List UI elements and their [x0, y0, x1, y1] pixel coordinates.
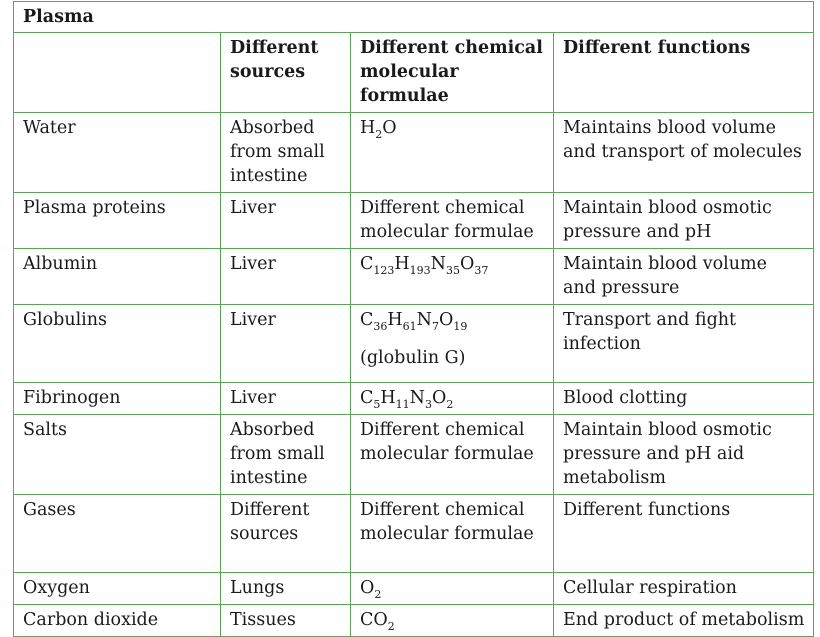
formula-text: N — [409, 388, 425, 408]
table-row — [14, 249, 814, 305]
table-row — [14, 193, 814, 249]
cell-formula — [351, 113, 554, 193]
cell-component: Salts — [14, 415, 221, 495]
formula-text: C — [360, 310, 374, 330]
formula-subscript: 7 — [431, 320, 439, 333]
table-row — [14, 383, 814, 415]
cell-component: Gases — [14, 495, 221, 573]
cell-source: Absorbed from small intestine — [221, 113, 351, 193]
cell-source: Tissues — [221, 605, 351, 637]
cell-function: Maintain blood volume and pressure — [554, 249, 814, 305]
header-functions: Different functions — [554, 33, 814, 113]
cell-source: Liver — [221, 249, 351, 305]
formula-text: Different chemical molecular formulae — [360, 420, 534, 464]
formula-subscript: 193 — [409, 264, 431, 277]
cell-formula — [351, 573, 554, 605]
formula-subscript: 2 — [446, 398, 454, 411]
header-formulae: Different chemical molecular formulae — [351, 33, 554, 113]
cell-function: Different functions — [554, 495, 814, 573]
cell-function: Maintain blood osmotic pressure and pH — [554, 193, 814, 249]
table-row — [14, 415, 814, 495]
formula-note: (globulin G) — [360, 348, 466, 368]
cell-function: End product of metabolism — [554, 605, 814, 637]
cell-source: Liver — [221, 305, 351, 383]
header-sources: Different sources — [221, 33, 351, 113]
table-row — [14, 573, 814, 605]
formula-text: H — [387, 310, 403, 330]
cell-source: Different sources — [221, 495, 351, 573]
title-row — [14, 2, 814, 33]
formula-text: H — [360, 118, 376, 138]
cell-component: Albumin — [14, 249, 221, 305]
formula-text: O — [382, 118, 397, 138]
formula-subscript: 61 — [402, 320, 417, 333]
formula-text: O — [438, 310, 454, 330]
cell-function: Blood clotting — [554, 383, 814, 415]
header-empty — [14, 33, 221, 113]
formula-subscript: 2 — [375, 128, 383, 141]
cell-component: Fibrinogen — [14, 383, 221, 415]
cell-function: Maintains blood volume and transport of molecules — [554, 113, 814, 193]
cell-source: Liver — [221, 383, 351, 415]
formula-text: Different chemical molecular formulae — [360, 500, 534, 544]
formula-subscript: 5 — [373, 398, 381, 411]
cell-component: Plasma proteins — [14, 193, 221, 249]
formula-text: CO — [360, 610, 388, 630]
table-title: Plasma — [14, 2, 814, 33]
table-row — [14, 495, 814, 573]
cell-function: Maintain blood osmotic pressure and pH aid metabolism — [554, 415, 814, 495]
formula-subscript: 123 — [373, 264, 395, 277]
table-row — [14, 605, 814, 637]
plasma-table — [13, 1, 814, 637]
formula-subscript: 11 — [395, 398, 410, 411]
formula-subscript: 3 — [424, 398, 432, 411]
formula-text: Different chemical molecular formulae — [360, 198, 534, 242]
table-row — [14, 305, 814, 383]
formula-subscript: 2 — [374, 588, 382, 601]
formula-text: H — [380, 388, 396, 408]
formula-text: C — [360, 254, 374, 274]
cell-component: Water — [14, 113, 221, 193]
cell-formula — [351, 415, 554, 495]
formula-text: N — [430, 254, 446, 274]
cell-function: Transport and fight infection — [554, 305, 814, 383]
formula-subscript: 35 — [445, 264, 460, 277]
formula-text: O — [459, 254, 475, 274]
formula-subscript: 37 — [474, 264, 489, 277]
formula-text: N — [416, 310, 432, 330]
cell-component: Carbon dioxide — [14, 605, 221, 637]
formula-subscript: 36 — [373, 320, 388, 333]
formula-subscript: 19 — [453, 320, 468, 333]
cell-source: Liver — [221, 193, 351, 249]
cell-formula — [351, 605, 554, 637]
table-row — [14, 113, 814, 193]
cell-component: Oxygen — [14, 573, 221, 605]
cell-component: Globulins — [14, 305, 221, 383]
cell-formula — [351, 495, 554, 573]
cell-source: Lungs — [221, 573, 351, 605]
cell-source: Absorbed from small intestine — [221, 415, 351, 495]
cell-formula — [351, 305, 554, 383]
formula-text: H — [394, 254, 410, 274]
formula-subscript: 2 — [387, 620, 395, 633]
cell-formula — [351, 193, 554, 249]
formula-text: O — [360, 578, 375, 598]
cell-formula — [351, 383, 554, 415]
cell-formula — [351, 249, 554, 305]
formula-text: C — [360, 388, 374, 408]
header-row — [14, 33, 814, 113]
cell-function: Cellular respiration — [554, 573, 814, 605]
formula-text: O — [431, 388, 447, 408]
